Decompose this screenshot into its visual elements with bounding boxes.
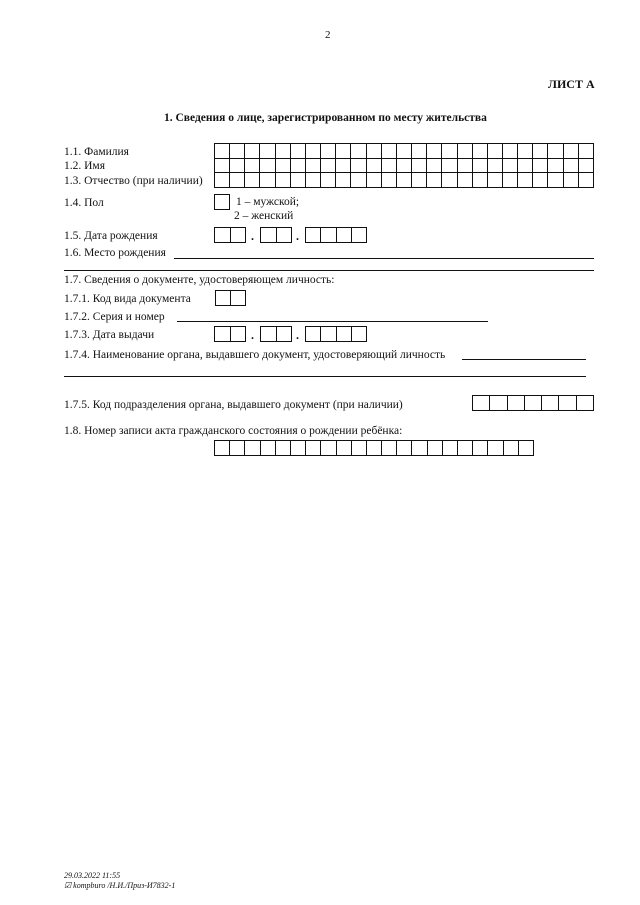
birth-record-cell[interactable]: [321, 441, 336, 455]
birth-place-line[interactable]: [174, 258, 594, 259]
character-cell[interactable]: [457, 144, 472, 159]
birth-record-cell[interactable]: [261, 441, 276, 455]
issue-date-separator-1: .: [251, 328, 254, 342]
birth-record-label: 1.8. Номер записи акта гражданского состояния о рождении ребёнка:: [64, 425, 403, 437]
character-cell[interactable]: [487, 144, 502, 159]
character-cell[interactable]: [305, 173, 320, 188]
character-cell[interactable]: [442, 144, 457, 159]
character-cell[interactable]: [290, 173, 305, 188]
birth-record-cell[interactable]: [458, 441, 473, 455]
issue-date-separator-2: .: [296, 328, 299, 342]
patronymic-label: 1.3. Отчество (при наличии): [64, 175, 203, 187]
character-cell[interactable]: [351, 158, 366, 173]
character-cell[interactable]: [518, 173, 533, 188]
name-grid-row: [215, 173, 594, 188]
character-cell[interactable]: [305, 158, 320, 173]
character-cell[interactable]: [427, 173, 442, 188]
character-cell[interactable]: [321, 158, 336, 173]
birth-record-cell[interactable]: [367, 441, 382, 455]
character-cell[interactable]: [230, 173, 245, 188]
issue-day-boxes[interactable]: [214, 326, 246, 342]
birth-record-boxes[interactable]: [214, 440, 534, 456]
issue-year-boxes[interactable]: [305, 326, 367, 342]
doc-series-number-label: 1.7.2. Серия и номер: [64, 311, 165, 323]
doc-issuer-code-label: 1.7.5. Код подразделения органа, выдавшего документ (при наличии): [64, 399, 403, 411]
character-cell[interactable]: [215, 158, 230, 173]
character-cell[interactable]: [578, 144, 593, 159]
birth-record-cell[interactable]: [276, 441, 291, 455]
birth-record-cell[interactable]: [291, 441, 306, 455]
character-cell[interactable]: [336, 144, 351, 159]
issue-month-boxes[interactable]: [260, 326, 292, 342]
character-cell[interactable]: [260, 173, 275, 188]
character-cell[interactable]: [533, 173, 548, 188]
birth-date-label: 1.5. Дата рождения: [64, 230, 158, 242]
birth-record-cell[interactable]: [337, 441, 352, 455]
doc-type-code-label: 1.7.1. Код вида документа: [64, 293, 191, 305]
character-cell[interactable]: [381, 158, 396, 173]
character-cell[interactable]: [230, 158, 245, 173]
surname-label: 1.1. Фамилия: [64, 146, 129, 158]
character-cell[interactable]: [457, 173, 472, 188]
character-cell[interactable]: [275, 173, 290, 188]
birth-record-cell[interactable]: [382, 441, 397, 455]
sex-option-male: 1 – мужской;: [236, 196, 300, 208]
character-cell[interactable]: [578, 158, 593, 173]
character-cell[interactable]: [472, 158, 487, 173]
sheet-label: ЛИСТ А: [548, 77, 595, 91]
character-cell[interactable]: [472, 173, 487, 188]
character-cell[interactable]: [442, 173, 457, 188]
character-cell[interactable]: [290, 144, 305, 159]
name-label: 1.2. Имя: [64, 160, 105, 172]
birth-record-cell[interactable]: [473, 441, 488, 455]
character-cell[interactable]: [518, 158, 533, 173]
birth-record-cell[interactable]: [352, 441, 367, 455]
sex-input-box[interactable]: [214, 194, 230, 210]
doc-type-code-boxes[interactable]: [215, 290, 246, 306]
character-cell[interactable]: [381, 173, 396, 188]
character-cell[interactable]: [548, 144, 563, 159]
birth-record-cell[interactable]: [428, 441, 443, 455]
birth-record-cell[interactable]: [397, 441, 412, 455]
birth-record-cell[interactable]: [412, 441, 427, 455]
character-cell[interactable]: [245, 158, 260, 173]
footer-timestamp: 29.03.2022 11:55: [64, 871, 121, 880]
character-cell[interactable]: [230, 144, 245, 159]
character-cell[interactable]: [457, 158, 472, 173]
birth-date-separator-1: .: [251, 229, 254, 243]
character-cell[interactable]: [548, 173, 563, 188]
character-cell[interactable]: [336, 158, 351, 173]
character-cell[interactable]: [578, 173, 593, 188]
birth-record-cell[interactable]: [488, 441, 503, 455]
doc-issuer-name-line-1[interactable]: [462, 359, 586, 360]
character-cell[interactable]: [502, 158, 517, 173]
section-divider: [64, 270, 594, 271]
character-cell[interactable]: [412, 158, 427, 173]
character-cell[interactable]: [366, 173, 381, 188]
name-character-grid[interactable]: [214, 143, 594, 188]
character-cell[interactable]: [518, 144, 533, 159]
character-cell[interactable]: [396, 173, 411, 188]
birth-record-cell[interactable]: [230, 441, 245, 455]
name-grid-row: [215, 158, 594, 173]
birth-record-cell[interactable]: [504, 441, 519, 455]
character-cell[interactable]: [487, 173, 502, 188]
character-cell[interactable]: [396, 144, 411, 159]
name-grid-row: [215, 144, 594, 159]
character-cell[interactable]: [260, 158, 275, 173]
character-cell[interactable]: [245, 173, 260, 188]
character-cell[interactable]: [563, 173, 578, 188]
document-header: 1.7. Сведения о документе, удостоверяющем личность:: [64, 274, 335, 286]
character-cell[interactable]: [336, 173, 351, 188]
character-cell[interactable]: [215, 144, 230, 159]
character-cell[interactable]: [502, 144, 517, 159]
sex-option-female: 2 – женский: [234, 210, 294, 222]
character-cell[interactable]: [563, 158, 578, 173]
character-cell[interactable]: [412, 173, 427, 188]
character-cell[interactable]: [487, 158, 502, 173]
page-number: 2: [325, 29, 331, 41]
character-cell[interactable]: [396, 158, 411, 173]
character-cell[interactable]: [351, 144, 366, 159]
doc-issuer-name-label: 1.7.4. Наименование органа, выдавшего документ, удостоверяющий личность: [64, 349, 446, 361]
character-cell[interactable]: [472, 144, 487, 159]
birth-record-cell[interactable]: [215, 441, 230, 455]
character-cell[interactable]: [502, 173, 517, 188]
doc-series-number-line[interactable]: [177, 321, 488, 322]
character-cell[interactable]: [533, 158, 548, 173]
character-cell[interactable]: [290, 158, 305, 173]
sex-label: 1.4. Пол: [64, 197, 104, 209]
birth-record-cell[interactable]: [519, 441, 533, 455]
character-cell[interactable]: [245, 144, 260, 159]
birth-record-cell[interactable]: [443, 441, 458, 455]
character-cell[interactable]: [321, 173, 336, 188]
character-cell[interactable]: [442, 158, 457, 173]
birth-month-boxes[interactable]: [260, 227, 292, 243]
doc-issue-date-label: 1.7.3. Дата выдачи: [64, 329, 155, 341]
character-cell[interactable]: [305, 144, 320, 159]
character-cell[interactable]: [533, 144, 548, 159]
birth-year-boxes[interactable]: [305, 227, 367, 243]
section-title: 1. Сведения о лице, зарегистрированном по месту жительства: [164, 112, 487, 124]
character-cell[interactable]: [548, 158, 563, 173]
birth-place-label: 1.6. Место рождения: [64, 247, 166, 259]
birth-record-cell[interactable]: [245, 441, 260, 455]
character-cell[interactable]: [275, 158, 290, 173]
character-cell[interactable]: [260, 144, 275, 159]
character-cell[interactable]: [412, 144, 427, 159]
character-cell[interactable]: [321, 144, 336, 159]
character-cell[interactable]: [381, 144, 396, 159]
character-cell[interactable]: [366, 144, 381, 159]
character-cell[interactable]: [427, 144, 442, 159]
birth-record-cell[interactable]: [306, 441, 321, 455]
character-cell[interactable]: [366, 158, 381, 173]
character-cell[interactable]: [275, 144, 290, 159]
character-cell[interactable]: [351, 173, 366, 188]
character-cell[interactable]: [427, 158, 442, 173]
character-cell[interactable]: [563, 144, 578, 159]
footer-file-reference: ☑ kompburo /Н.И./Приз-И7832-1: [64, 881, 176, 890]
doc-issuer-name-line-2[interactable]: [64, 376, 586, 377]
character-cell[interactable]: [215, 173, 230, 188]
birth-date-separator-2: .: [296, 229, 299, 243]
birth-day-boxes[interactable]: [214, 227, 246, 243]
doc-issuer-code-boxes[interactable]: [472, 395, 594, 411]
